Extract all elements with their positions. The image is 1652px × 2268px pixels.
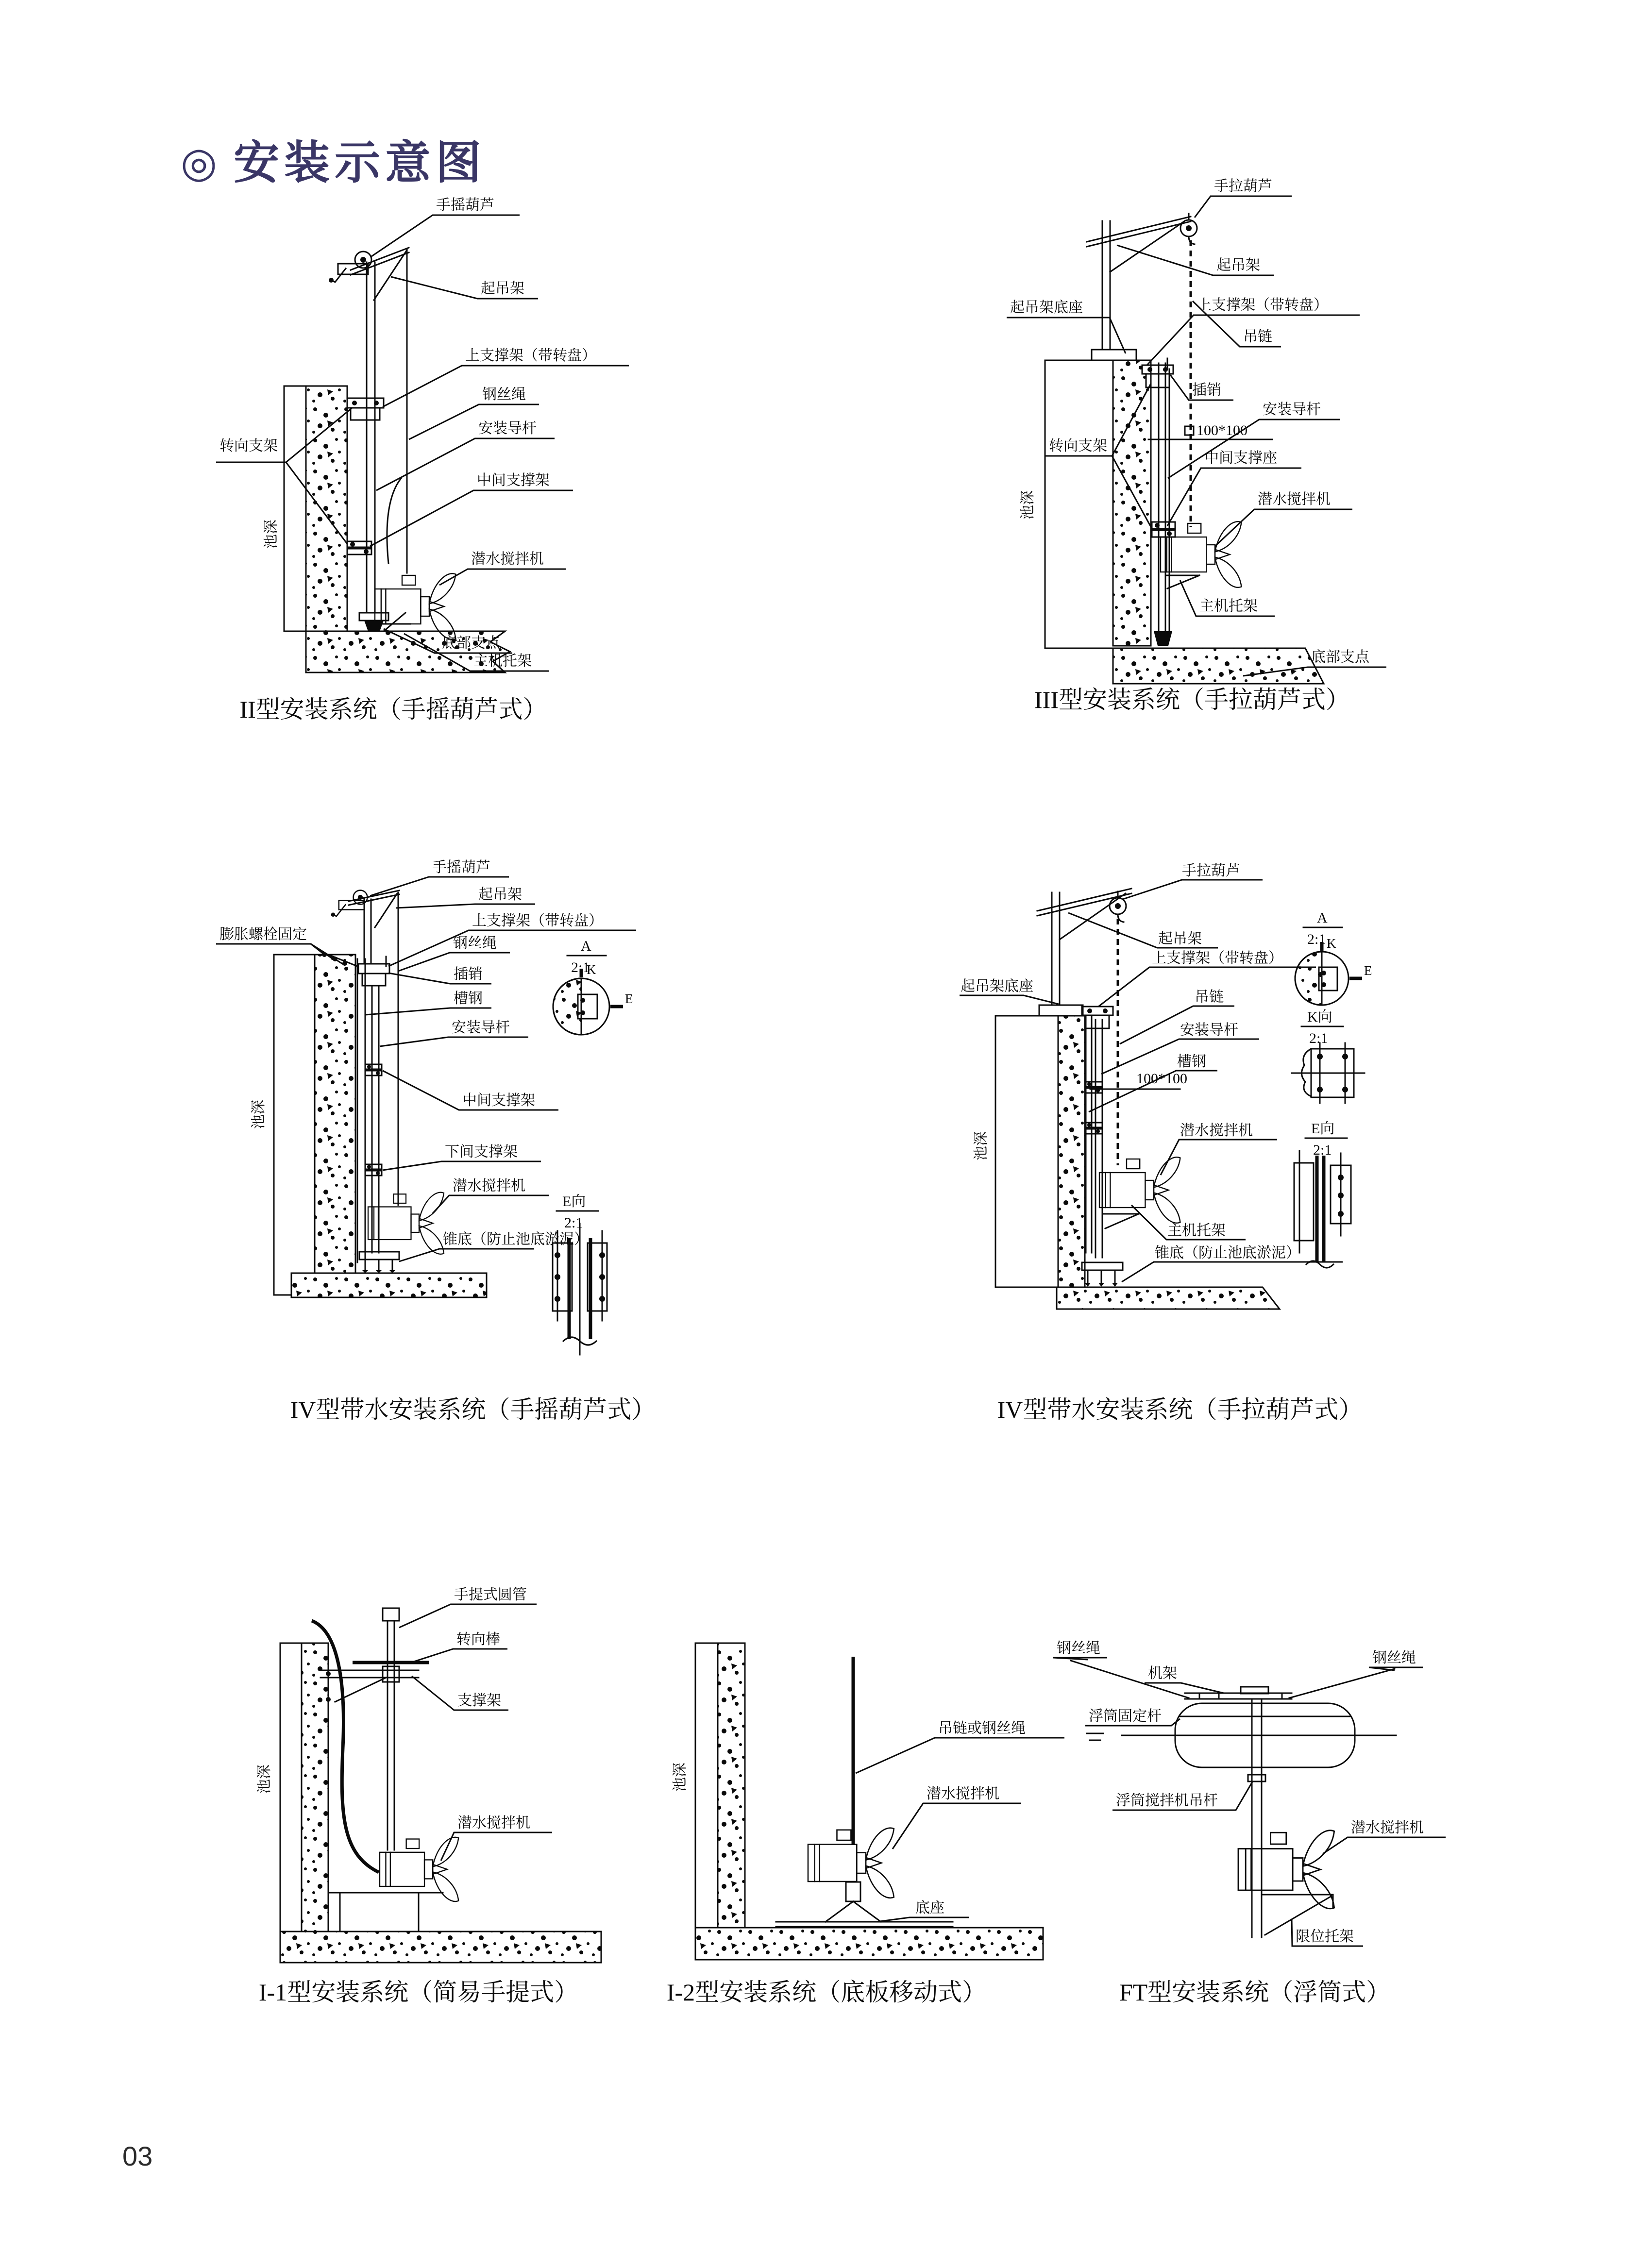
label-upper-support: 上支撑架（带转盘） bbox=[465, 348, 596, 364]
label-pin: 插销 bbox=[454, 966, 483, 982]
label-guide-rod: 安装导杆 bbox=[1180, 1022, 1238, 1038]
page-number: 03 bbox=[122, 2141, 153, 2171]
label-pool-depth: 池深 bbox=[1020, 490, 1036, 520]
label-wire-rope-right: 钢丝绳 bbox=[1372, 1650, 1416, 1666]
label-mixer: 潜水搅拌机 bbox=[927, 1786, 999, 1802]
support-frame bbox=[320, 1666, 419, 1702]
detail-e-view-label: E向 bbox=[562, 1193, 586, 1210]
caption-d4: IV型带水安装系统（手拉葫芦式） bbox=[997, 1396, 1363, 1423]
caption-d5: I-1型安装系统（简易手提式） bbox=[258, 1979, 579, 2006]
label-cone-bottom: 锥底（防止池底淤泥） bbox=[1155, 1245, 1300, 1261]
label-bottom-pivot: 底部支点 bbox=[1311, 649, 1369, 665]
guide-pole bbox=[1096, 1020, 1102, 1258]
detail-a-scale: 2:1 bbox=[571, 959, 590, 975]
label-hand-tube: 手提式圆管 bbox=[454, 1587, 527, 1603]
caption-d3: IV型带水安装系统（手摇葫芦式） bbox=[290, 1396, 656, 1423]
lift-frame-mast bbox=[349, 890, 399, 964]
diagram-iv-pull bbox=[960, 863, 1372, 1423]
label-guide-rod: 安装导杆 bbox=[452, 1020, 510, 1036]
power-cable bbox=[387, 478, 401, 563]
label-turn-bracket: 转向支架 bbox=[1049, 438, 1107, 454]
label-main-bracket: 主机托架 bbox=[1199, 598, 1258, 614]
label-wire-rope: 钢丝绳 bbox=[453, 935, 497, 951]
detail-a-letter: A bbox=[581, 938, 591, 954]
label-crank-hoist: 手摇葫芦 bbox=[436, 197, 494, 213]
label-cone-bottom: 锥底（防止池底淤泥） bbox=[443, 1231, 589, 1247]
main-bracket bbox=[1102, 1214, 1139, 1228]
pool-floor bbox=[280, 1932, 601, 1963]
page-title-text: 安装示意图 bbox=[234, 137, 487, 188]
diagram-iii-pull bbox=[1007, 178, 1386, 713]
pool-wall bbox=[302, 1643, 328, 1932]
crank-hoist bbox=[329, 248, 409, 300]
title-bullet-icon: ◎ bbox=[181, 139, 218, 186]
label-pull-hoist: 手拉葫芦 bbox=[1182, 863, 1240, 879]
label-lift-frame: 起吊架 bbox=[1158, 931, 1202, 947]
middle-support-seat bbox=[1152, 522, 1175, 537]
detail-k-marker: K bbox=[587, 962, 596, 977]
pool-wall bbox=[718, 1643, 745, 1928]
upper-swivel-support bbox=[1082, 1007, 1113, 1028]
pool-wall bbox=[1058, 1016, 1085, 1287]
label-turn-rod: 转向棒 bbox=[456, 1631, 500, 1647]
detail-k-view-scale: 2:1 bbox=[1309, 1030, 1328, 1046]
label-chain: 吊链 bbox=[1195, 989, 1224, 1005]
label-pool-depth: 池深 bbox=[263, 520, 279, 549]
leader-lines bbox=[1053, 1658, 1446, 1946]
leader-lines bbox=[216, 215, 629, 671]
detail-a-scale: 2:1 bbox=[1307, 931, 1326, 947]
label-channel-steel: 槽钢 bbox=[1177, 1054, 1206, 1070]
pool-wall bbox=[315, 955, 355, 1273]
machine-frame bbox=[1185, 1687, 1292, 1699]
diagram-i1-handheld bbox=[256, 1587, 601, 2006]
label-float-rod: 浮筒固定杆 bbox=[1089, 1708, 1162, 1724]
detail-e-marker: E bbox=[625, 991, 633, 1006]
detail-e-view-label: E向 bbox=[1311, 1121, 1335, 1137]
guide-pole bbox=[1154, 363, 1172, 646]
diagram-i2-base bbox=[667, 1643, 1064, 2006]
label-mid-seat: 中间支撑座 bbox=[1204, 450, 1277, 466]
diagram-ft-float bbox=[1053, 1640, 1446, 2006]
water-line bbox=[1087, 1733, 1396, 1740]
label-wire-rope: 钢丝绳 bbox=[482, 386, 526, 403]
label-base: 底座 bbox=[915, 1900, 944, 1916]
label-mixer: 潜水搅拌机 bbox=[453, 1178, 525, 1194]
label-upper-support: 上支撑架（带转盘） bbox=[1197, 297, 1328, 313]
label-lift-frame: 起吊架 bbox=[1216, 257, 1260, 273]
detail-e-view-scale: 2:1 bbox=[1313, 1142, 1332, 1158]
label-mid-support: 中间支撑架 bbox=[462, 1092, 535, 1109]
label-pull-hoist: 手拉葫芦 bbox=[1214, 178, 1272, 194]
label-main-bracket: 主机托架 bbox=[473, 653, 532, 669]
label-pool-depth: 池深 bbox=[973, 1131, 989, 1160]
label-guide-rod: 安装导杆 bbox=[1263, 402, 1321, 418]
label-wire-rope-left: 钢丝绳 bbox=[1057, 1640, 1100, 1656]
label-upper-support: 上支撑架（带转盘） bbox=[472, 913, 603, 929]
label-lower-support: 下间支撑架 bbox=[445, 1144, 518, 1160]
bottom-support bbox=[328, 1893, 443, 1930]
leader-lines bbox=[856, 1738, 1064, 1922]
label-lift-frame-base: 起吊架底座 bbox=[961, 978, 1033, 994]
label-crank-hoist: 手摇葫芦 bbox=[432, 859, 490, 875]
label-square-size: 100*100 bbox=[1136, 1071, 1187, 1087]
label-mixer: 潜水搅拌机 bbox=[1180, 1123, 1253, 1139]
label-square-size: 100*100 bbox=[1197, 422, 1247, 438]
label-guide-rod: 安装导杆 bbox=[478, 420, 537, 437]
diagram-ii-crank bbox=[216, 197, 629, 723]
detail-k-view-label: K向 bbox=[1307, 1009, 1332, 1025]
caption-d1: II型安装系统（手摇葫芦式） bbox=[239, 696, 547, 723]
label-chain: 吊链 bbox=[1243, 329, 1272, 345]
cone-bottom bbox=[1082, 1262, 1123, 1287]
label-pin: 插销 bbox=[1192, 382, 1221, 398]
label-mid-support: 中间支撑架 bbox=[477, 472, 550, 488]
detail-e-marker: E bbox=[1364, 963, 1372, 978]
pool-floor bbox=[695, 1928, 1043, 1960]
detail-e-view bbox=[553, 1193, 607, 1355]
pool-wall bbox=[1113, 360, 1151, 646]
submersible-mixer bbox=[1238, 1831, 1334, 1909]
detail-e-view-scale: 2:1 bbox=[564, 1215, 583, 1231]
upper-swivel-support bbox=[347, 398, 384, 420]
label-anchor-bolt: 膨胀螺栓固定 bbox=[219, 926, 307, 942]
caption-d6: I-2型安装系统（底板移动式） bbox=[666, 1979, 987, 2006]
pool-floor bbox=[291, 1273, 487, 1297]
label-mixer: 潜水搅拌机 bbox=[1351, 1820, 1424, 1836]
label-lift-frame: 起吊架 bbox=[481, 281, 524, 297]
diagram-iv-crank bbox=[216, 859, 656, 1423]
pool-floor bbox=[1057, 1287, 1280, 1309]
hand-tube bbox=[383, 1608, 399, 1850]
label-pool-depth: 池深 bbox=[251, 1100, 267, 1129]
submersible-mixer bbox=[808, 1828, 894, 1898]
detail-a-view bbox=[553, 938, 633, 1035]
detail-k-marker: K bbox=[1327, 936, 1336, 951]
label-bottom-pivot: 底部支点 bbox=[442, 635, 500, 651]
crank-hoist bbox=[331, 890, 368, 917]
mooring-ropes bbox=[1071, 1661, 1395, 1698]
label-upper-support: 上支撑架（带转盘） bbox=[1152, 950, 1283, 966]
detail-k-view bbox=[1292, 1009, 1365, 1103]
pull-hoist bbox=[1110, 891, 1126, 922]
label-main-bracket: 主机托架 bbox=[1167, 1223, 1226, 1239]
middle-support bbox=[347, 541, 371, 554]
label-support: 支撑架 bbox=[457, 1693, 501, 1709]
caption-d2: III型安装系统（手拉葫芦式） bbox=[1034, 686, 1350, 713]
label-pool-depth: 池深 bbox=[672, 1763, 688, 1792]
pool-floor bbox=[1113, 648, 1324, 684]
label-limit-bracket: 限位托架 bbox=[1296, 1929, 1354, 1945]
guide-pole bbox=[359, 262, 388, 631]
label-mixer: 潜水搅拌机 bbox=[1258, 491, 1331, 507]
label-lift-frame-base: 起吊架底座 bbox=[1010, 300, 1083, 316]
label-turn-bracket: 转向支架 bbox=[219, 438, 278, 454]
label-pool-depth: 池深 bbox=[256, 1764, 272, 1794]
label-mixer: 潜水搅拌机 bbox=[457, 1815, 530, 1831]
label-mixer: 潜水搅拌机 bbox=[471, 551, 544, 567]
label-lift-frame: 起吊架 bbox=[478, 887, 522, 903]
label-frame: 机架 bbox=[1148, 1665, 1177, 1681]
caption-d7: FT型安装系统（浮筒式） bbox=[1119, 1979, 1391, 2006]
detail-a-view bbox=[1295, 910, 1372, 1005]
submersible-mixer bbox=[1161, 521, 1241, 588]
label-channel-steel: 槽钢 bbox=[454, 991, 483, 1007]
detail-a-letter: A bbox=[1317, 910, 1328, 926]
label-chain-or-rope: 吊链或钢丝绳 bbox=[938, 1720, 1026, 1736]
lift-frame-mast bbox=[1087, 217, 1191, 360]
upper-swivel-support bbox=[358, 957, 389, 986]
label-boom: 浮筒搅拌机吊杆 bbox=[1116, 1793, 1218, 1809]
detail-e-view bbox=[1294, 1121, 1351, 1268]
pool-wall bbox=[306, 386, 347, 631]
square-symbol bbox=[1185, 426, 1194, 435]
channel-steel bbox=[357, 959, 365, 1262]
